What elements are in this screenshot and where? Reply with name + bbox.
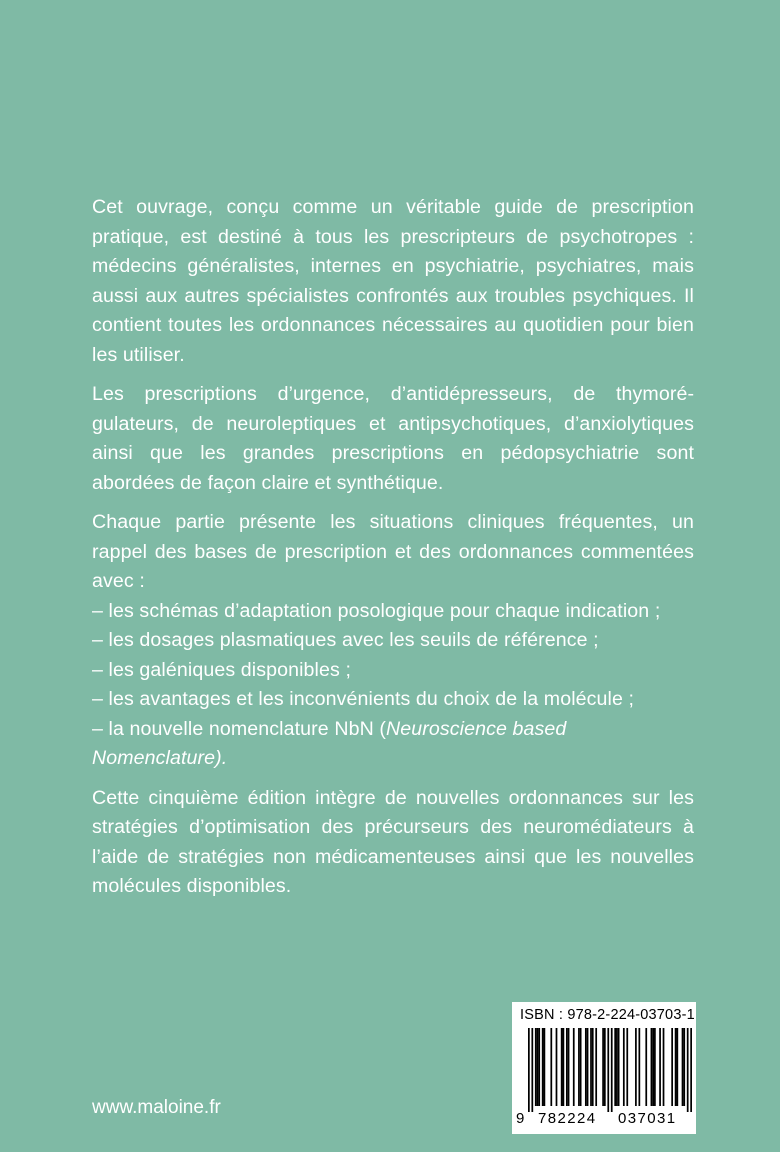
barcode-bar [687, 1028, 689, 1112]
barcode-bar [652, 1028, 654, 1106]
list-item-nbn-italic: Neuroscience based Nomenclature). [92, 717, 567, 769]
barcode-bar [585, 1028, 587, 1106]
barcode-bar [602, 1028, 604, 1106]
barcode-bar [587, 1028, 589, 1106]
barcode-bar [607, 1028, 609, 1112]
barcode-bar [616, 1028, 618, 1106]
barcode-bar [578, 1028, 580, 1106]
barcode-bar [590, 1028, 592, 1106]
barcode-bar [542, 1028, 544, 1106]
barcode-bar [595, 1028, 597, 1106]
barcode-bar [635, 1028, 637, 1106]
barcode-bar [544, 1028, 546, 1106]
barcode-bar [556, 1028, 558, 1106]
barcode-bar [676, 1028, 678, 1106]
barcode-bar [623, 1028, 625, 1106]
barcode-digit-first: 9 [516, 1110, 526, 1127]
barcode-bar [604, 1028, 606, 1106]
barcode-bar [659, 1028, 661, 1106]
isbn-barcode [512, 1002, 696, 1134]
barcode-bar [535, 1028, 537, 1106]
barcode-bar [654, 1028, 656, 1106]
barcode-bar [538, 1028, 540, 1106]
barcode-bar [614, 1028, 616, 1106]
barcode-digits-left: 782224 [538, 1110, 597, 1127]
features-list [92, 597, 694, 774]
list-item: – les dosages plasmatiques avec les seuils de référence ; [92, 629, 599, 651]
barcode-bar [663, 1028, 665, 1106]
barcode-bar [528, 1028, 530, 1112]
list-item [92, 715, 694, 774]
publisher-website: www.maloine.fr [92, 1097, 221, 1118]
barcode-bar [568, 1028, 570, 1106]
barcode-bar [550, 1028, 552, 1106]
barcode-bar [573, 1028, 575, 1106]
barcode-bar [618, 1028, 620, 1106]
barcode-bar [531, 1028, 533, 1112]
list-item: – les galéniques disponibles ; [92, 658, 351, 681]
barcode-bar [690, 1028, 692, 1112]
barcode-bar [645, 1028, 647, 1106]
barcode-bars [528, 1028, 692, 1112]
barcode-bar [626, 1028, 628, 1106]
barcode-bar [683, 1028, 685, 1106]
list-item: – les avantages et les inconvénients du choix de la molécule ; [92, 688, 635, 710]
barcode-bar [675, 1028, 677, 1106]
list-item: – les schémas d’adaptation posologique pour chaque indication ; [92, 599, 661, 622]
barcode-bar [563, 1028, 565, 1106]
barcode-bar [537, 1028, 539, 1106]
barcode-bar [682, 1028, 684, 1106]
list-item-nbn-prefix: – la nouvelle nomenclature NbN ( [92, 717, 386, 740]
barcode-bar [651, 1028, 653, 1106]
barcode-bar [671, 1028, 673, 1106]
paragraph-intro: Cet ouvrage, conçu comme un véritable guide de prescription pratique, est destiné à tous les prescripteurs de psychotropes : médecins généralistes, internes en psychiatrie, psychiatres, mais aussi aux autres spécialistes confrontés aux troubles psychiques. Il contient toutes les ordonnances nécessaires au quotidien pour bien les utiliser. [92, 196, 694, 366]
barcode-bar [566, 1028, 568, 1106]
isbn-label: ISBN : 978-2-224-03703-1 [520, 1007, 695, 1023]
barcode-bar [592, 1028, 594, 1106]
barcode-digits-right: 037031 [618, 1110, 677, 1127]
paragraph-parts-intro: Chaque partie présente les situations cliniques fréquentes, un rappel des bases de prescription et des ordonnances commentées avec : [92, 511, 694, 592]
paragraph-edition: Cette cinquième édition intègre de nouvelles ordonnances sur les stratégies d’optimisation des précurseurs des neuromédiateurs à l’aide de stratégies non médicamenteuses ainsi que les nouvelles molécules disponibles. [92, 786, 694, 897]
paragraph-parts [92, 508, 694, 597]
back-cover-text [92, 193, 694, 912]
paragraph-prescriptions: Les prescriptions d’urgence, d’antidépresseurs, de thymorégulateurs, de neuroleptiques et antipsychotiques, d’anxiolytiques ainsi que les grandes prescriptions en pédopsychiatrie sont abordées de façon claire et synthétique. [92, 383, 694, 494]
barcode-bar [580, 1028, 582, 1106]
barcode-bar [611, 1028, 613, 1112]
barcode-bar [638, 1028, 640, 1106]
barcode-bar [561, 1028, 563, 1106]
